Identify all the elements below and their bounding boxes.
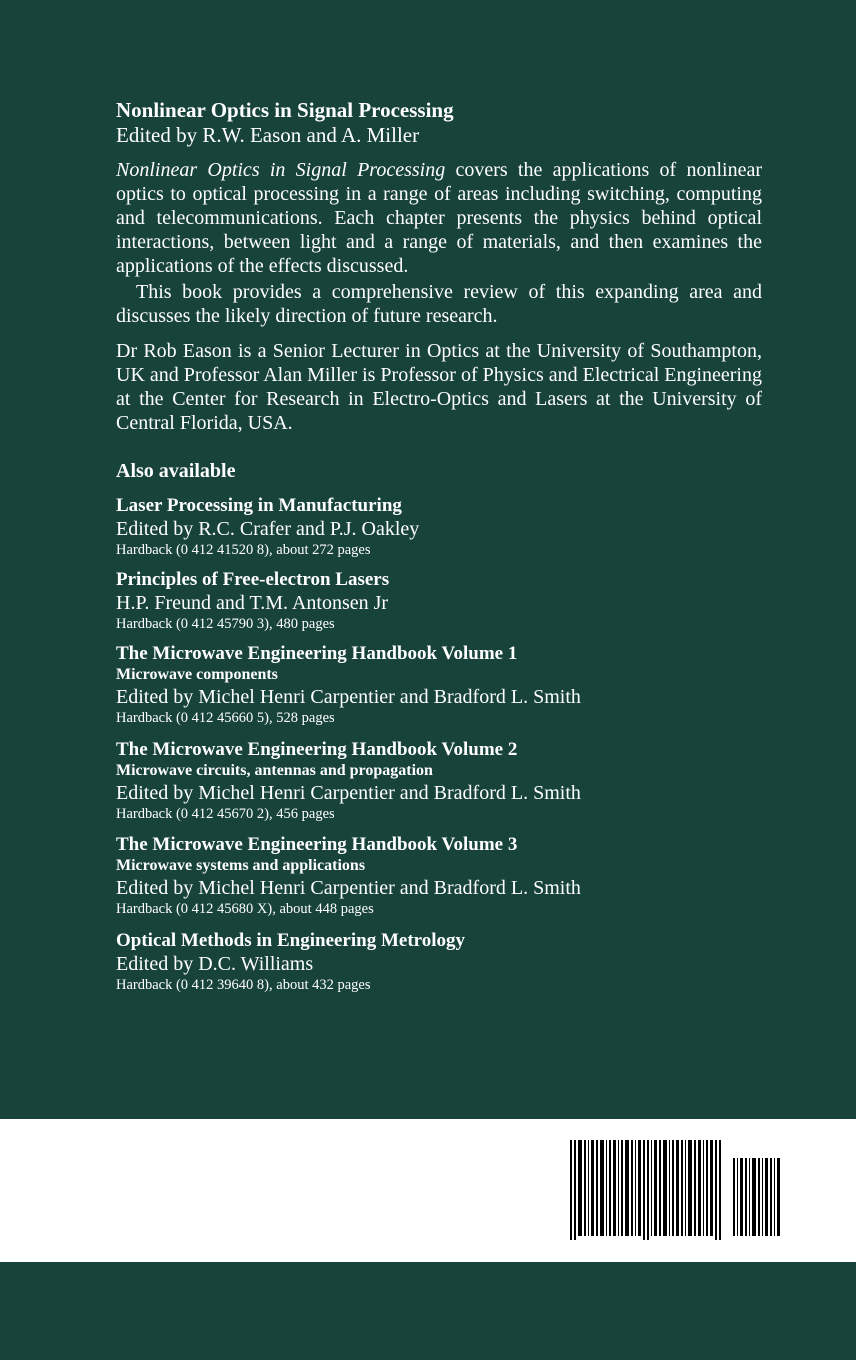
related-book: [116, 833, 762, 919]
related-book-editors: Edited by Michel Henri Carpentier and Bradford L. Smith: [116, 686, 581, 708]
related-book-details: Hardback (0 412 45680 X), about 448 pages: [116, 901, 374, 917]
author-bio-paragraph: Dr Rob Eason is a Senior Lecturer in Optics at the University of Southampton, UK and Professor Alan Miller is Professor of Physics and Electrical Engineering at the Center for Research in Electro-Optics and Lasers at the University of Central Florida, USA.: [116, 340, 762, 434]
publisher-name: CHAPMAN & HALL: [116, 1140, 350, 1168]
publisher-cities: London · Glasgow · New York · Tokyo · Melbourne · Madras: [116, 1172, 515, 1189]
related-book-details: Hardback (0 412 45790 3), 480 pages: [116, 616, 335, 632]
book-editors: Edited by R.W. Eason and A. Miller: [116, 123, 420, 147]
book-title: Nonlinear Optics in Signal Processing: [116, 98, 454, 122]
related-book: [116, 568, 762, 634]
related-book: [116, 929, 762, 995]
ean-digits: 9 780412 395604: [563, 1238, 717, 1257]
description-paragraph-2: This book provides a comprehensive review of this expanding area and discusses the likely direction of future research.: [116, 281, 762, 327]
related-book-details: Hardback (0 412 39640 8), about 432 pages: [116, 977, 371, 993]
description-text: covers the applications of nonlinear optics to optical processing in a range of areas including switching, computing and telecommunications. Each chapter presents the physics behind optical interactions, between light and a range of materials, and then examines the applications of the effects discussed.: [116, 159, 762, 277]
related-book: [116, 494, 762, 560]
related-book-title: Laser Processing in Manufacturing: [116, 495, 402, 516]
inline-book-title: Nonlinear Optics in Signal Processing: [116, 159, 446, 181]
related-book-details: Hardback (0 412 45670 2), 456 pages: [116, 806, 335, 822]
barcode: [570, 1140, 730, 1240]
copublisher-line: Publishing Group, Inc., San Diego, California: [116, 1211, 345, 1224]
related-book-title: The Microwave Engineering Handbook Volume 1: [116, 643, 518, 664]
copublisher-note: [116, 1196, 416, 1240]
related-book-editors: H.P. Freund and T.M. Antonsen Jr: [116, 592, 389, 614]
copublisher-line: ISBN 0–442–31658–5 (USA only): [116, 1226, 288, 1238]
related-book-title: Principles of Free-electron Lasers: [116, 569, 390, 590]
related-book: [116, 738, 762, 824]
copublisher-line: Co-published in the United States with Singular: [116, 1197, 357, 1209]
related-book-title: Optical Methods in Engineering Metrology: [116, 930, 466, 951]
description-paragraph-1: [116, 158, 762, 278]
related-book-subtitle: Microwave components: [116, 666, 278, 683]
also-available-heading: Also available: [116, 460, 236, 482]
related-book-title: The Microwave Engineering Handbook Volume 3: [116, 834, 518, 855]
related-book: [116, 642, 762, 728]
related-book-title: The Microwave Engineering Handbook Volume 2: [116, 739, 518, 760]
related-book-editors: Edited by R.C. Crafer and P.J. Oakley: [116, 518, 420, 540]
related-book-editors: Edited by D.C. Williams: [116, 953, 314, 975]
related-book-details: Hardback (0 412 45660 5), 528 pages: [116, 710, 335, 726]
related-book-subtitle: Microwave circuits, antennas and propagation: [116, 762, 433, 779]
isbn-label: ISBN 0-412-39560-6: [563, 1120, 776, 1140]
price-barcode: [733, 1158, 781, 1236]
related-book-editors: Edited by Michel Henri Carpentier and Bradford L. Smith: [116, 877, 581, 899]
related-book-editors: Edited by Michel Henri Carpentier and Bradford L. Smith: [116, 782, 581, 804]
related-book-subtitle: Microwave systems and applications: [116, 857, 366, 874]
price-code: 90000: [731, 1136, 791, 1156]
related-book-details: Hardback (0 412 41520 8), about 272 pages: [116, 542, 371, 558]
